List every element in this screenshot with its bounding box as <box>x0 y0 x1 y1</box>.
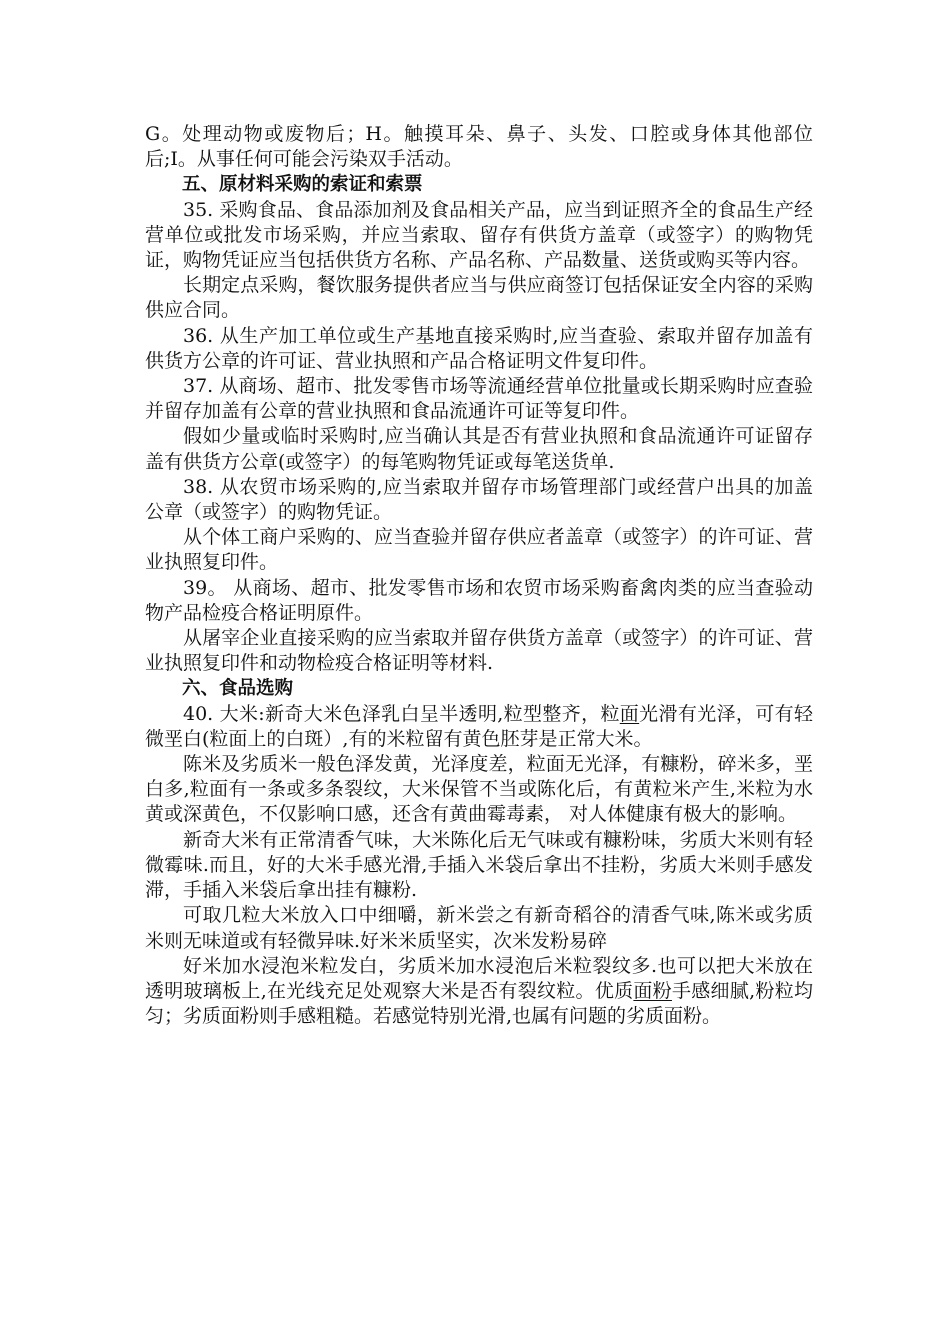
text-run: 可取几粒大米放入口中细嚼，新米尝之有新奇稻谷的清香气味,陈米或劣质米则无味道或有轻微异味.好米米质坚实，次米发粉易碎 <box>145 904 813 952</box>
text-run: 手感细腻,粉粒均匀；劣质面粉则手感粗糙。若感觉特别光滑,也属有问题的劣质面粉。 <box>145 979 813 1028</box>
text-run: 好米加水浸泡米粒发白，劣质米加水浸泡后米粒裂纹多.也可以把大米放在透明玻璃板上,在光线充足处观察大米是否有裂纹粒。优质 <box>145 954 813 1002</box>
text-run: 光滑有光泽，可有轻微垩白(粒面上的白斑）,有的米粒留有黄色胚芽是正常大米。 <box>145 702 813 750</box>
body-paragraph <box>145 954 813 1030</box>
text-run: 长期定点采购，餐饮服务提供者应当与供应商签订包括保证安全内容的采购供应合同。 <box>145 274 813 322</box>
text-run: 37. 从商场、超市、批发零售市场等流通经营单位批量或长期采购时应查验并留存加盖有公章的营业执照和食品流通许可证等复印件。 <box>145 375 813 423</box>
body-paragraph <box>145 273 813 323</box>
text-run: 40. 大米:新奇大米色泽乳白呈半透明,粒型整齐，粒 <box>183 702 620 725</box>
text-run: 陈米及劣质米一般色泽发黄，光泽度差，粒面无光泽，有糠粉，碎米多，垩白多,粒面有一条或多条裂纹，大米保管不当或陈化后，有黄粒米产生,米粒为水黄或深黄色，不仅影响口感，还含有黄曲霉毒素， 对人体健康有极大的影响。 <box>145 753 813 826</box>
text-run: 六、食品选购 <box>182 678 294 700</box>
body-paragraph <box>145 903 813 953</box>
text-run: 五、原材料采购的索证和索票 <box>182 174 423 196</box>
text-run: G。处理动物或废物后；H。触摸耳朵、鼻子、头发、口腔或身体其他部位后;I。从事任何可能会污染双手活动。 <box>145 123 813 171</box>
body-paragraph <box>145 374 813 424</box>
underlined-term: 面 <box>619 702 640 725</box>
body-paragraph <box>145 324 813 374</box>
section-heading <box>145 172 813 197</box>
text-run: 假如少量或临时采购时,应当确认其是否有营业执照和食品流通许可证留存盖有供货方公章(或签字）的每笔购物凭证或每笔送货单. <box>145 425 813 473</box>
text-run: 35. 采购食品、食品添加剂及食品相关产品，应当到证照齐全的食品生产经营单位或批发市场采购，并应当索取、留存有供货方盖章（或签字）的购物凭证，购物凭证应当包括供货方名称、产品名称、产品数量、送货或购买等内容。 <box>145 198 813 272</box>
body-paragraph <box>145 525 813 575</box>
body-paragraph <box>145 828 813 904</box>
text-run: 38. 从农贸市场采购的,应当索取并留存市场管理部门或经营户出具的加盖公章（或签字）的购物凭证。 <box>145 475 813 524</box>
body-paragraph <box>145 475 813 525</box>
text-run: 36. 从生产加工单位或生产基地直接采购时,应当查验、索取并留存加盖有供货方公章的许可证、营业执照和产品合格证明文件复印件。 <box>145 324 813 372</box>
body-paragraph <box>145 576 813 626</box>
body-paragraph <box>145 198 813 274</box>
section-heading <box>145 676 813 701</box>
body-paragraph <box>145 424 813 474</box>
text-run: 39。 从商场、超市、批发零售市场和农贸市场采购畜禽肉类的应当查验动物产品检疫合格证明原件。 <box>145 576 813 624</box>
body-paragraph <box>145 626 813 676</box>
body-paragraph <box>145 702 813 752</box>
text-run: 从个体工商户采购的、应当查验并留存供应者盖章（或签字）的许可证、营业执照复印件。 <box>145 526 813 574</box>
underlined-term: 面粉 <box>633 979 672 1002</box>
text-run: 新奇大米有正常清香气味，大米陈化后无气味或有糠粉味，劣质大米则有轻微霉味.而且，好的大米手感光滑,手插入米袋后拿出不挂粉，劣质大米则手感发滞，手插入米袋后拿出挂有糠粉. <box>145 828 813 902</box>
body-paragraph <box>145 122 813 172</box>
text-run: 从屠宰企业直接采购的应当索取并留存供货方盖章（或签字）的许可证、营业执照复印件和动物检疫合格证明等材料. <box>145 627 813 675</box>
document-page <box>145 122 813 1029</box>
body-paragraph <box>145 752 813 828</box>
